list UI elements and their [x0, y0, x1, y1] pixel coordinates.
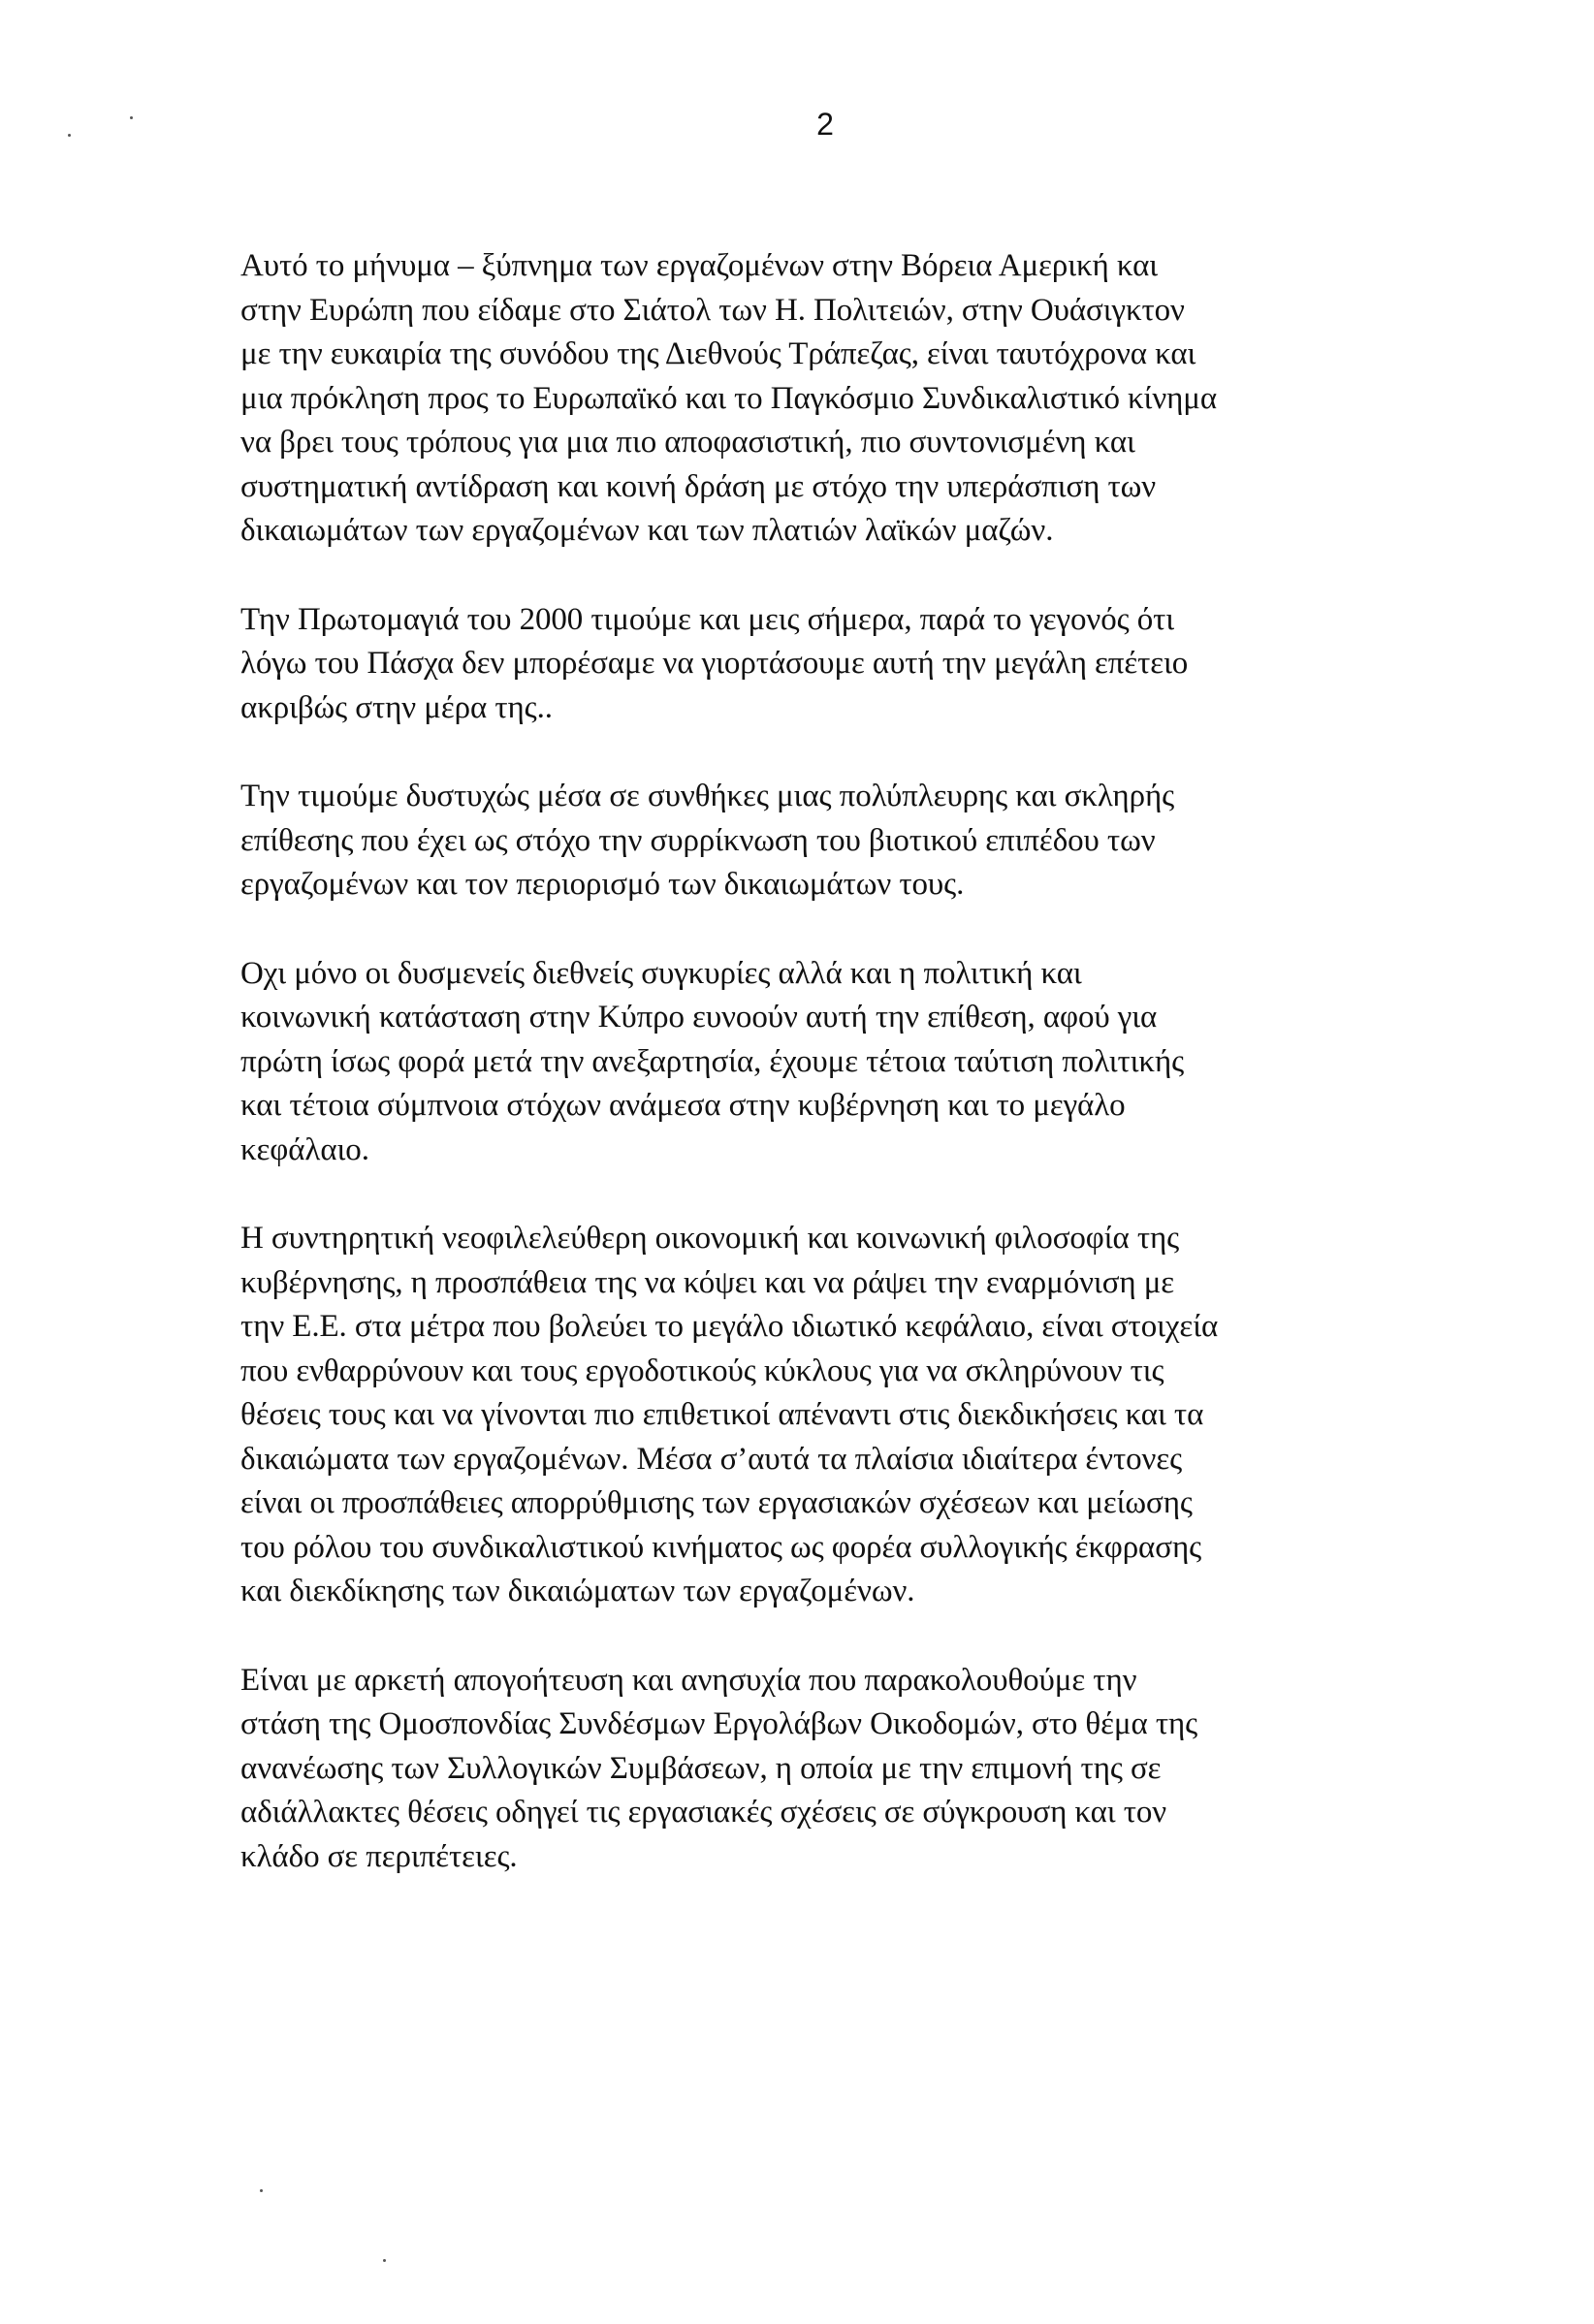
- scan-speck: [130, 116, 133, 119]
- text-line: Οχι μόνο οι δυσμενείς διεθνείς συγκυρίες αλλά και η πολιτική και: [240, 955, 1082, 991]
- text-line: αδιάλλακτες θέσεις οδηγεί τις εργασιακές σχέσεις σε σύγκρουση και τον: [240, 1795, 1167, 1830]
- text-line: δικαιώματα των εργαζομένων. Μέσα σ’αυτά τα πλαίσια ιδιαίτερα έντονες: [240, 1441, 1183, 1477]
- text-line: ακριβώς στην μέρα της..: [240, 689, 553, 725]
- text-line: που ενθαρρύνουν και τους εργοδοτικούς κύκλους για να σκληρύνουν τις: [240, 1353, 1164, 1388]
- paragraph: [240, 598, 1414, 731]
- scan-speck: [68, 134, 71, 137]
- text-line: επίθεσης που έχει ως στόχο την συρρίκνωση του βιοτικού επιπέδου των: [240, 822, 1156, 858]
- text-line: στην Ευρώπη που είδαμε στο Σιάτολ των Η. Πολιτειών, στην Ουάσιγκτον: [240, 292, 1185, 328]
- paragraph: [240, 1217, 1414, 1614]
- text-line: κλάδο σε περιπέτειες.: [240, 1838, 518, 1874]
- text-line: μια πρόκληση προς το Ευρωπαϊκό και το Παγκόσμιο Συνδικαλιστικό κίνημα: [240, 380, 1218, 416]
- text-line: την Ε.Ε. στα μέτρα που βολεύει το μεγάλο ιδιωτικό κεφάλαιο, είναι στοιχεία: [240, 1309, 1219, 1344]
- text-line: και τέτοια σύμπνοια στόχων ανάμεσα στην κυβέρνηση και το μεγάλο: [240, 1088, 1126, 1123]
- text-line: πρώτη ίσως φορά μετά την ανεξαρτησία, έχουμε τέτοια ταύτιση πολιτικής: [240, 1043, 1185, 1079]
- text-line: Την Πρωτομαγιά του 2000 τιμούμε και μεις σήμερα, παρά το γεγονός ότι: [240, 601, 1175, 637]
- text-line: στάση της Ομοσπονδίας Συνδέσμων Εργολάβων Οικοδομών, στο θέμα της: [240, 1706, 1198, 1741]
- text-line: Η συντηρητική νεοφιλελεύθερη οικονομική και κοινωνική φιλοσοφία της: [240, 1221, 1180, 1256]
- text-line: Είναι με αρκετή απογοήτευση και ανησυχία που παρακολουθούμε την: [240, 1662, 1137, 1698]
- paragraph: [240, 775, 1414, 907]
- text-line: είναι οι προσπάθειες απορρύθμισης των εργασιακών σχέσεων και μείωσης: [240, 1485, 1193, 1520]
- page-number: 2: [816, 107, 834, 142]
- text-line: δικαιωμάτων των εργαζομένων και των πλατιών λαϊκών μαζών.: [240, 513, 1054, 548]
- text-line: με την ευκαιρία της συνόδου της Διεθνούς Τράπεζας, είναι ταυτόχρονα και: [240, 336, 1196, 371]
- scan-speck: [260, 2189, 263, 2192]
- text-line: κεφάλαιο.: [240, 1131, 369, 1167]
- paragraph: [240, 244, 1414, 554]
- paragraph: [240, 952, 1414, 1173]
- text-line: Αυτό το μήνυμα – ξύπνημα των εργαζομένων στην Βόρεια Αμερική και: [240, 248, 1159, 283]
- text-line: να βρει τους τρόπους για μια πιο αποφασιστική, πιο συντονισμένη και: [240, 425, 1135, 460]
- text-line: και διεκδίκησης των δικαιώματων των εργαζομένων.: [240, 1574, 915, 1608]
- text-line: Την τιμούμε δυστυχώς μέσα σε συνθήκες μιας πολύπλευρης και σκληρής: [240, 779, 1175, 813]
- paragraph: [240, 1659, 1414, 1880]
- text-line: κυβέρνησης, η προσπάθεια της να κόψει και να ράψει την εναρμόνιση με: [240, 1264, 1175, 1300]
- text-line: κοινωνική κατάσταση στην Κύπρο ευνοούν αυτή την επίθεση, αφού για: [240, 1000, 1158, 1035]
- text-line: του ρόλου του συνδικαλιστικού κινήματος ως φορέα συλλογικής έκφρασης: [240, 1529, 1202, 1565]
- text-line: λόγω του Πάσχα δεν μπορέσαμε να γιορτάσουμε αυτή την μεγάλη επέτειο: [240, 646, 1189, 681]
- scan-speck: [383, 2259, 386, 2262]
- text-line: εργαζομένων και τον περιορισμό των δικαιωμάτων τους.: [240, 867, 965, 902]
- text-line: ανανέωσης των Συλλογικών Συμβάσεων, η οποία με την επιμονή της σε: [240, 1750, 1162, 1786]
- body-text: [240, 244, 1414, 1924]
- text-line: συστηματική αντίδραση και κοινή δράση με στόχο την υπεράσπιση των: [240, 468, 1157, 504]
- text-line: θέσεις τους και να γίνονται πιο επιθετικοί απέναντι στις διεκδικήσεις και τα: [240, 1397, 1204, 1432]
